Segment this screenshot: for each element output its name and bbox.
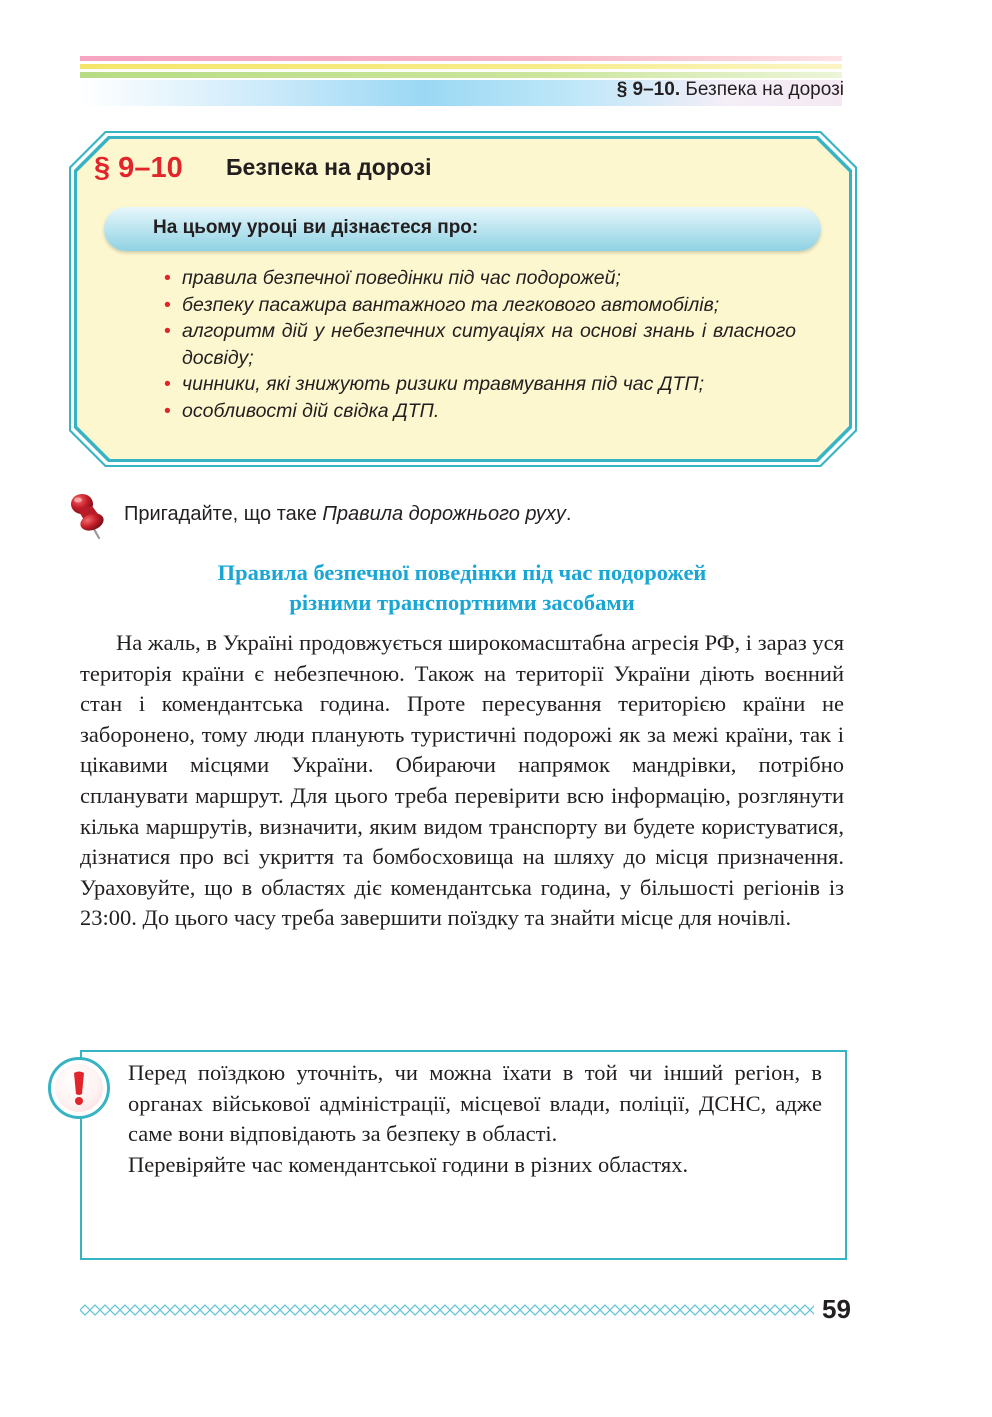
goal-item	[164, 371, 796, 398]
goal-item	[164, 265, 796, 292]
bullet-icon: •	[164, 293, 171, 316]
reminder-prefix: Пригадайте, що таке	[124, 503, 323, 525]
running-head-section: § 9–10.	[616, 79, 681, 100]
reminder-term: Правила дорожнього руху	[322, 503, 566, 525]
bullet-icon: •	[164, 399, 171, 422]
warning-text	[128, 1058, 822, 1180]
pushpin-icon	[68, 492, 110, 540]
body-paragraph: На жаль, в Україні продовжується широкомасштабна агресія РФ, і зараз уся територія країни є небезпечною. Також на території України діють воєнний стан і комендантська година. Проте пересування територією країни не заборонено, тому люди планують туристичні подорожі як за межі країни, так і цікавими місцями України. Обираючи напрямок мандрівки, потрібно спланувати маршрут. Для цього треба перевірити всю інформацію, розглянути кілька маршрутів, визначити, яким видом транспорту ви будете користуватися, дізнатися про всі укриття та бомбосховища на шляху до місця призначення. Ураховуйте, що в областях діє комендантська година, у більшості регіонів із 23:00. До цього часу треба завершити поїздку та знайти місце для ночівлі.	[80, 630, 844, 931]
section-heading-line: Правила безпечної поведінки під час подорожей	[217, 560, 707, 585]
section-heading	[100, 558, 824, 618]
learning-goals-list	[164, 265, 796, 424]
running-head	[617, 79, 844, 101]
goal-text: правила безпечної поведінки під час подорожей;	[182, 267, 621, 289]
running-head-title: Безпека на дорозі	[685, 79, 844, 100]
exclamation-icon	[55, 1064, 103, 1112]
paragraph-number: § 9–10	[94, 152, 183, 184]
header-stripe-green	[80, 72, 842, 78]
reminder-text	[124, 503, 571, 526]
goal-text: алгоритм дій у небезпечних ситуаціях на основі знань і власного досвіду;	[182, 320, 796, 369]
paragraph-title: Безпека на дорозі	[226, 154, 432, 180]
header-stripe-yellow	[80, 64, 842, 69]
reminder-suffix: .	[565, 503, 572, 525]
bullet-icon: •	[164, 267, 171, 289]
header-stripe-pink	[80, 56, 842, 61]
bullet-icon: •	[164, 320, 171, 342]
goal-text: безпеку пасажира вантажного та легкового автомобілів;	[182, 293, 720, 316]
page-number: 59	[822, 1294, 851, 1324]
goal-item	[164, 292, 796, 319]
bullet-icon: •	[164, 373, 171, 395]
goal-item	[164, 398, 796, 425]
warning-paragraph: Перед поїздкою уточніть, чи можна їхати в той чи інший регіон, в органах військової адміністрації, місцевої влади, поліції, ДСНС, адже саме вони відповідають за безпеку в області.	[128, 1060, 822, 1147]
goal-text: чинники, які знижують ризики травмування під час ДТП;	[182, 373, 704, 395]
goal-item	[164, 318, 796, 371]
section-heading-line: різними транспортними засобами	[289, 590, 635, 615]
learn-banner-label: На цьому уроці ви дізнаєтеся про:	[153, 217, 479, 238]
warning-paragraph: Перевіряйте час комендантської години в різних областях.	[128, 1151, 689, 1177]
footer-decoration	[80, 1303, 814, 1317]
goal-text: особливості дій свідка ДТП.	[182, 399, 440, 422]
